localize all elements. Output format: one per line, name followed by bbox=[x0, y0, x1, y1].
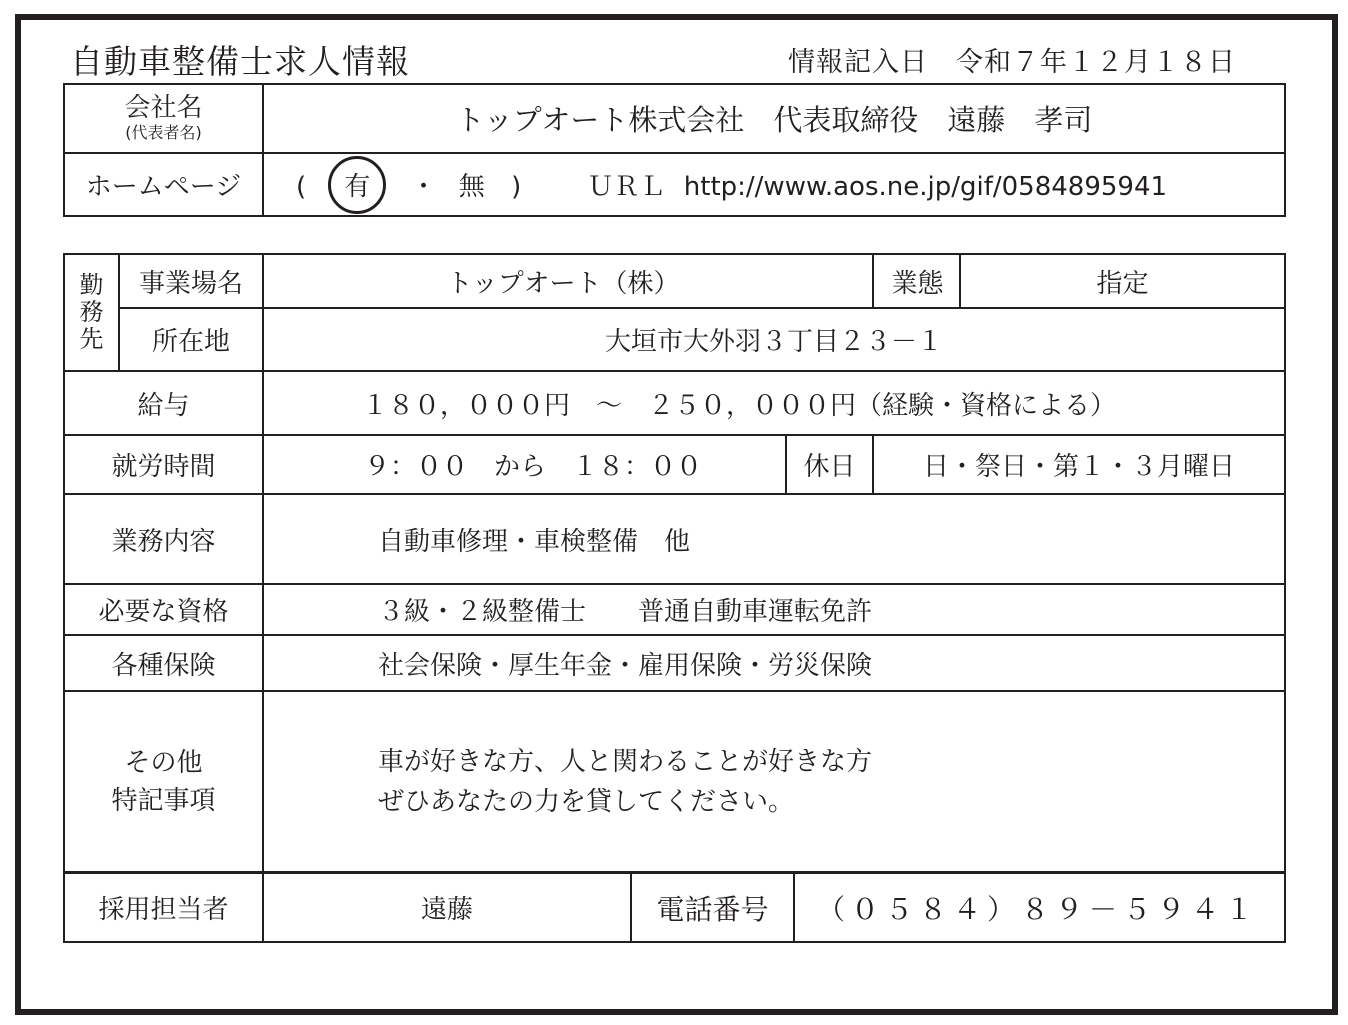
company-value: トップオート株式会社 代表取締役 遠藤 孝司 bbox=[263, 84, 1285, 153]
phone-label: 電話番号 bbox=[631, 873, 794, 942]
other-label bbox=[64, 691, 263, 872]
salary-label: 給与 bbox=[64, 371, 263, 435]
other-line2: ぜひあなたの力を貸してください。 bbox=[378, 786, 795, 817]
holiday-label: 休日 bbox=[786, 435, 873, 494]
duties-value: 自動車修理・車検整備 他 bbox=[263, 494, 1285, 584]
business-type-value: 指定 bbox=[960, 254, 1285, 308]
page-title: 自動車整備士求人情報 bbox=[70, 42, 410, 81]
other-line1: 車が好きな方、人と関わることが好きな方 bbox=[378, 746, 873, 777]
hours-label: 就労時間 bbox=[64, 435, 263, 494]
hp-close-paren: ) bbox=[511, 171, 522, 202]
address-label: 所在地 bbox=[119, 308, 263, 371]
company-label: 会社名 bbox=[124, 93, 203, 123]
homepage-value-cell bbox=[263, 153, 1285, 216]
hp-url-label: ＵＲＬ bbox=[587, 171, 666, 202]
qualifications-value: ３級・２級整備士 普通自動車運転免許 bbox=[263, 584, 1285, 635]
duties-label: 業務内容 bbox=[64, 494, 263, 584]
holiday-value: 日・祭日・第１・３月曜日 bbox=[873, 435, 1285, 494]
insurance-value: 社会保険・厚生年金・雇用保険・労災保険 bbox=[263, 635, 1285, 691]
qualifications-label: 必要な資格 bbox=[64, 584, 263, 635]
workplace-name-label: 事業場名 bbox=[119, 254, 263, 308]
address-value: 大垣市大外羽３丁目２３－１ bbox=[263, 308, 1285, 371]
company-table bbox=[63, 83, 1286, 217]
workplace-group-label bbox=[64, 254, 119, 371]
recruiter-label: 採用担当者 bbox=[64, 873, 263, 942]
details-table bbox=[63, 253, 1286, 873]
hp-no: 無 bbox=[458, 171, 485, 202]
insurance-label: 各種保険 bbox=[64, 635, 263, 691]
company-label-cell bbox=[64, 84, 263, 153]
homepage-value bbox=[296, 156, 1284, 214]
hp-yes-circled: 有 bbox=[328, 156, 386, 214]
phone-value[interactable]: （０５８４）８９－５９４１ bbox=[794, 873, 1285, 942]
entry-date-label: 情報記入日 bbox=[788, 47, 928, 78]
workplace-group-char-2: 務 bbox=[79, 298, 104, 326]
contact-table bbox=[63, 872, 1286, 943]
other-value bbox=[263, 691, 1285, 872]
business-type-label: 業態 bbox=[873, 254, 960, 308]
homepage-label: ホームページ bbox=[64, 153, 263, 216]
hp-open-paren: ( bbox=[296, 171, 307, 202]
other-label-line2: 特記事項 bbox=[111, 785, 216, 816]
hp-url[interactable]: http://www.aos.ne.jp/gif/0584895941 bbox=[683, 171, 1168, 202]
hp-dot: ・ bbox=[410, 171, 437, 202]
workplace-group-char-3: 先 bbox=[79, 325, 104, 353]
entry-date bbox=[788, 40, 1236, 79]
workplace-name-value: トップオート（株） bbox=[263, 254, 873, 308]
recruiter-value: 遠藤 bbox=[263, 873, 631, 942]
hours-value: ９：００ から １８：００ bbox=[263, 435, 786, 494]
company-sub-label: (代表者名) bbox=[125, 123, 202, 142]
entry-date-value: 令和７年１２月１８日 bbox=[956, 47, 1236, 78]
salary-value: １８０，０００円 ～ ２５０，０００円（経験・資格による） bbox=[263, 371, 1285, 435]
workplace-group-char-1: 勤 bbox=[79, 271, 104, 299]
other-label-line1: その他 bbox=[124, 747, 203, 778]
